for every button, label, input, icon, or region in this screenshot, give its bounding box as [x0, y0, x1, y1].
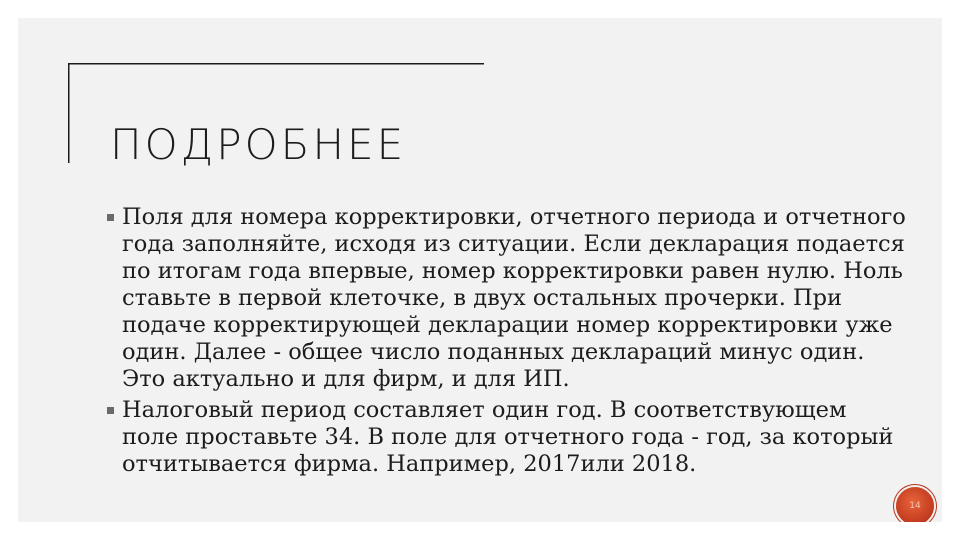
slide-number-badge — [896, 487, 934, 522]
bullet-item — [106, 397, 906, 478]
bullet-text: Поля для номера корректировки, отчетного периода и отчетного года заполняйте, исходя из ситуации. Если декларация подается по итогам года впервые, номер корректировки равен нулю. Ноль ставьте в первой клеточке, в двух остальных прочерки. При подаче корректирующей декларации номер корректировки уже один. Далее - общее число поданных деклараций минус один. Это актуально и для фирм, и для ИП. — [122, 204, 906, 392]
slide-number: 14 — [909, 501, 921, 511]
bullet-text: Налоговый период составляет один год. В соответствующем поле проставьте 34. В поле для отчетного года - год, за который отчитывается фирма. Например, 2017или 2018. — [122, 397, 894, 477]
slide — [18, 18, 942, 522]
square-bullet-icon — [107, 407, 114, 414]
slide-title: ПОДРОБНЕЕ — [110, 120, 407, 169]
title-frame — [68, 63, 488, 193]
square-bullet-icon — [107, 214, 114, 221]
bullet-list — [106, 204, 906, 482]
bullet-item — [106, 204, 906, 393]
